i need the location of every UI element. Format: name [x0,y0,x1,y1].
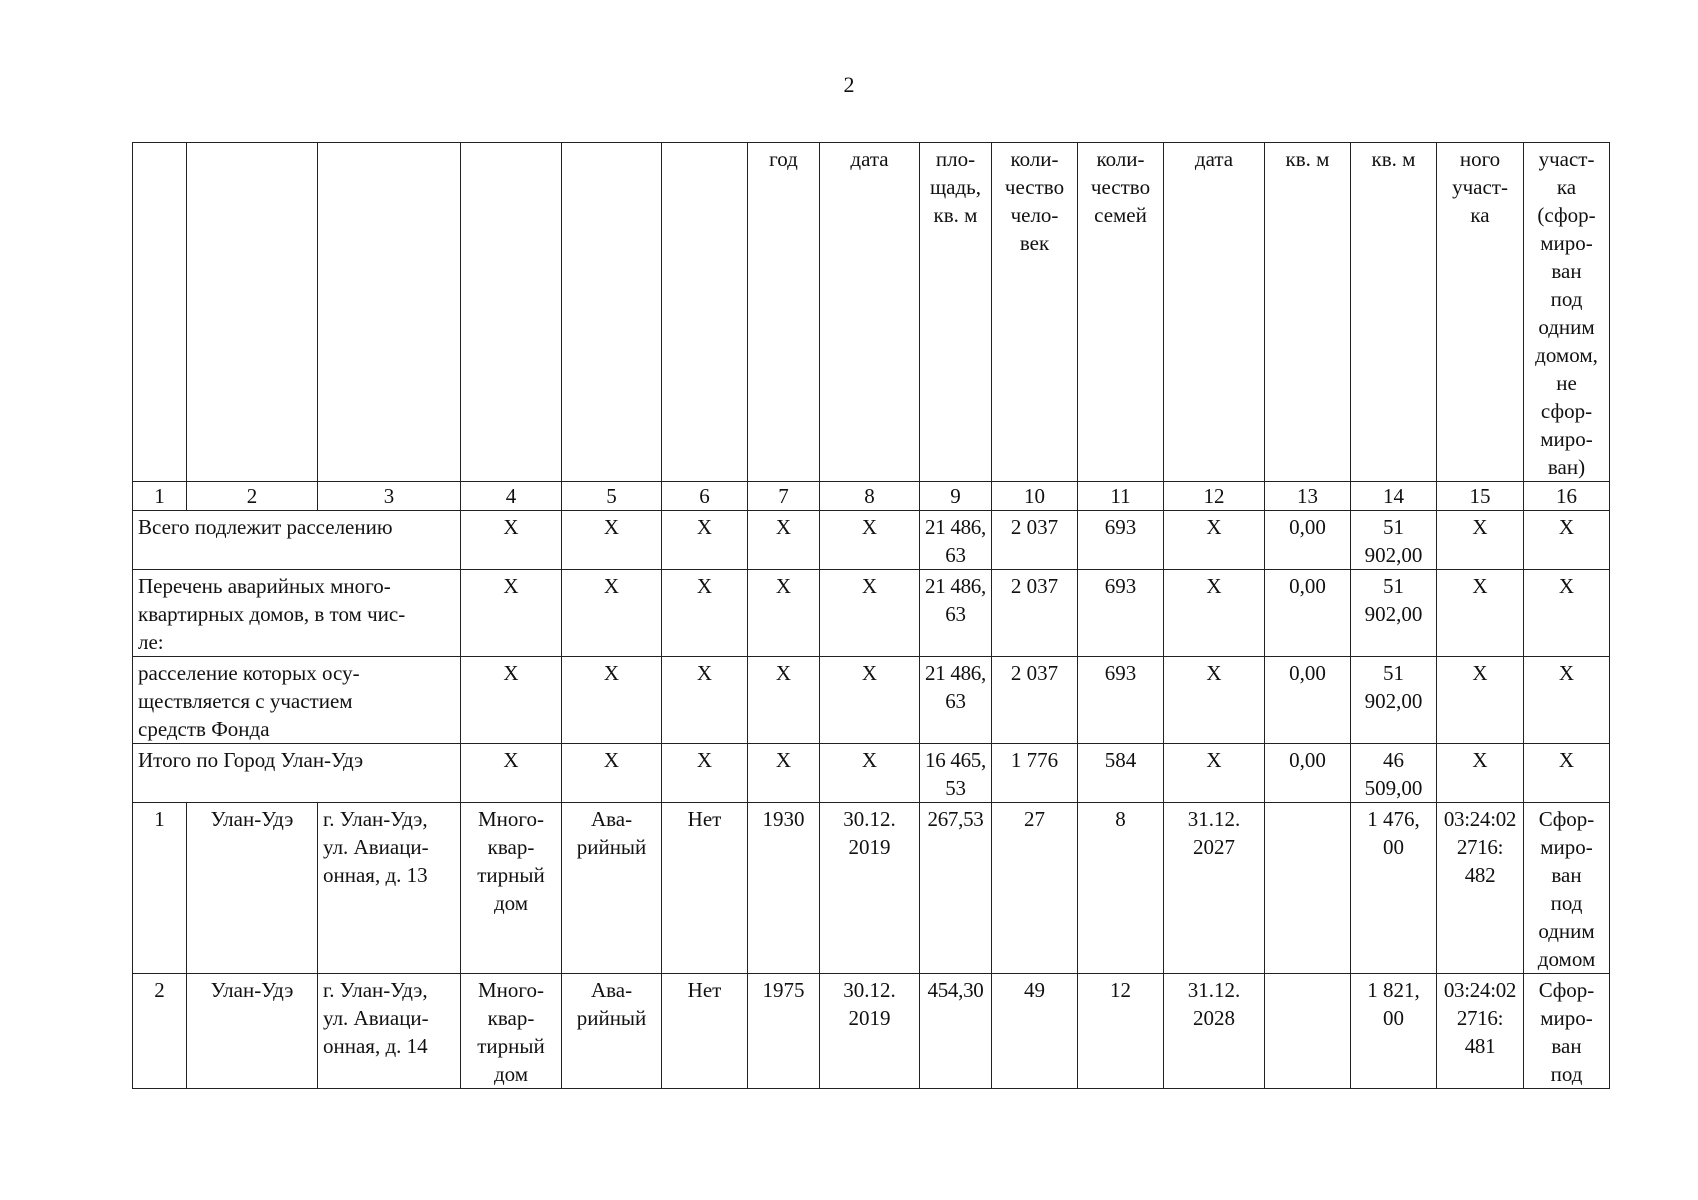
table-cell: X [662,511,748,570]
table-cell: Нет [662,803,748,974]
table-cell: X [662,744,748,803]
summary-row-fund [133,657,1610,744]
table-cell: X [1524,570,1610,657]
table-cell: 1930 [748,803,820,974]
table-cell: X [562,511,662,570]
table-cell: 2 037 [992,511,1078,570]
header-cell: ного участ- ка [1437,143,1524,482]
header-cell: пло- щадь, кв. м [920,143,992,482]
table-cell: X [461,657,562,744]
table-cell: 8 [1078,803,1164,974]
column-number: 15 [1437,482,1524,511]
table-cell: X [1437,570,1524,657]
summary-row-city [133,744,1610,803]
header-cell: кв. м [1265,143,1351,482]
emergency-housing-table [132,142,1610,1089]
table-cell: X [748,744,820,803]
table-cell: X [1164,570,1265,657]
table-cell: Сфор- миро- ван под одним домом [1524,803,1610,974]
table-cell: X [1437,657,1524,744]
column-number: 8 [820,482,920,511]
header-cell: коли- чество семей [1078,143,1164,482]
header-cell: дата [1164,143,1265,482]
header-cell: год [748,143,820,482]
table-cell [1265,974,1351,1089]
table-cell: X [1164,744,1265,803]
table-cell: 1 [133,803,187,974]
table-cell: X [1164,511,1265,570]
table-cell: 693 [1078,570,1164,657]
table-cell: Улан-Удэ [187,974,318,1089]
table-cell: X [1437,511,1524,570]
table-cell: Ава- рийный [562,974,662,1089]
column-number: 14 [1351,482,1437,511]
table-cell: X [662,570,748,657]
table-cell: 0,00 [1265,511,1351,570]
header-cell: дата [820,143,920,482]
table-cell: Сфор- миро- ван под [1524,974,1610,1089]
table-cell: X [820,657,920,744]
table-cell: 31.12. 2027 [1164,803,1265,974]
table-cell: X [1437,744,1524,803]
table-cell: 51 902,00 [1351,511,1437,570]
table-cell: X [1524,744,1610,803]
table-cell: 1975 [748,974,820,1089]
column-number: 16 [1524,482,1610,511]
header-cell [318,143,461,482]
table-cell: X [562,570,662,657]
table-cell: 1 821, 00 [1351,974,1437,1089]
table-cell: 51 902,00 [1351,570,1437,657]
summary-label: Всего подлежит расселению [133,511,461,570]
summary-label: Итого по Город Улан-Удэ [133,744,461,803]
table-cell: Нет [662,974,748,1089]
column-number: 2 [187,482,318,511]
table-row [133,803,1610,974]
header-cell [187,143,318,482]
table-header-row [133,143,1610,482]
summary-row-total [133,511,1610,570]
column-number: 4 [461,482,562,511]
table-cell: X [461,570,562,657]
table-cell: X [1524,657,1610,744]
table-cell: X [562,657,662,744]
table-cell: 16 465, 53 [920,744,992,803]
table-cell: 1 476, 00 [1351,803,1437,974]
table-cell: 2 037 [992,657,1078,744]
table-cell: 0,00 [1265,657,1351,744]
table-cell: 693 [1078,657,1164,744]
table-cell: 21 486, 63 [920,570,992,657]
table-cell: 0,00 [1265,570,1351,657]
table-cell: X [820,744,920,803]
table-row [133,974,1610,1089]
header-cell: кв. м [1351,143,1437,482]
address-cell: г. Улан-Удэ, ул. Авиаци- онная, д. 14 [318,974,461,1089]
column-number: 5 [562,482,662,511]
header-cell: коли- чество чело- век [992,143,1078,482]
table-cell: X [748,511,820,570]
table-cell: X [562,744,662,803]
address-cell: г. Улан-Удэ, ул. Авиаци- онная, д. 13 [318,803,461,974]
table-cell: 49 [992,974,1078,1089]
column-number-row [133,482,1610,511]
table-cell: Ава- рийный [562,803,662,974]
table-cell: 12 [1078,974,1164,1089]
header-cell [662,143,748,482]
column-number: 1 [133,482,187,511]
header-cell [461,143,562,482]
table-cell: X [748,657,820,744]
column-number: 10 [992,482,1078,511]
table-cell: 30.12. 2019 [820,803,920,974]
table-cell: 03:24:02 2716: 482 [1437,803,1524,974]
summary-label: Перечень аварийных много- квартирных домов, в том чис- ле: [133,570,461,657]
table-cell: 31.12. 2028 [1164,974,1265,1089]
header-cell [133,143,187,482]
table-cell: 30.12. 2019 [820,974,920,1089]
table-cell: X [820,511,920,570]
table-cell: 27 [992,803,1078,974]
table-cell: 46 509,00 [1351,744,1437,803]
column-number: 3 [318,482,461,511]
table-cell: 21 486, 63 [920,657,992,744]
summary-row-emergency-list [133,570,1610,657]
table-cell: 693 [1078,511,1164,570]
column-number: 11 [1078,482,1164,511]
table-cell: 1 776 [992,744,1078,803]
table-cell: X [1164,657,1265,744]
table-cell: X [1524,511,1610,570]
table-cell: 2 037 [992,570,1078,657]
table-cell: 267,53 [920,803,992,974]
table-cell: 454,30 [920,974,992,1089]
table-cell: 03:24:02 2716: 481 [1437,974,1524,1089]
table-cell: Много- квар- тирный дом [461,803,562,974]
table-cell: X [820,570,920,657]
table-cell: 51 902,00 [1351,657,1437,744]
table-cell [1265,803,1351,974]
column-number: 9 [920,482,992,511]
table-cell: 21 486, 63 [920,511,992,570]
column-number: 6 [662,482,748,511]
table-cell: 2 [133,974,187,1089]
table-cell: X [461,744,562,803]
table-cell: Улан-Удэ [187,803,318,974]
header-cell [562,143,662,482]
table-cell: 0,00 [1265,744,1351,803]
table-cell: X [748,570,820,657]
table-cell: X [662,657,748,744]
page-number: 2 [843,72,855,97]
column-number: 12 [1164,482,1265,511]
header-cell: участ- ка (сфор- миро- ван под одним домом, не сфор- миро- ван) [1524,143,1610,482]
column-number: 13 [1265,482,1351,511]
table-cell: X [461,511,562,570]
column-number: 7 [748,482,820,511]
summary-label: расселение которых осу- ществляется с участием средств Фонда [133,657,461,744]
table-cell: 584 [1078,744,1164,803]
table-cell: Много- квар- тирный дом [461,974,562,1089]
